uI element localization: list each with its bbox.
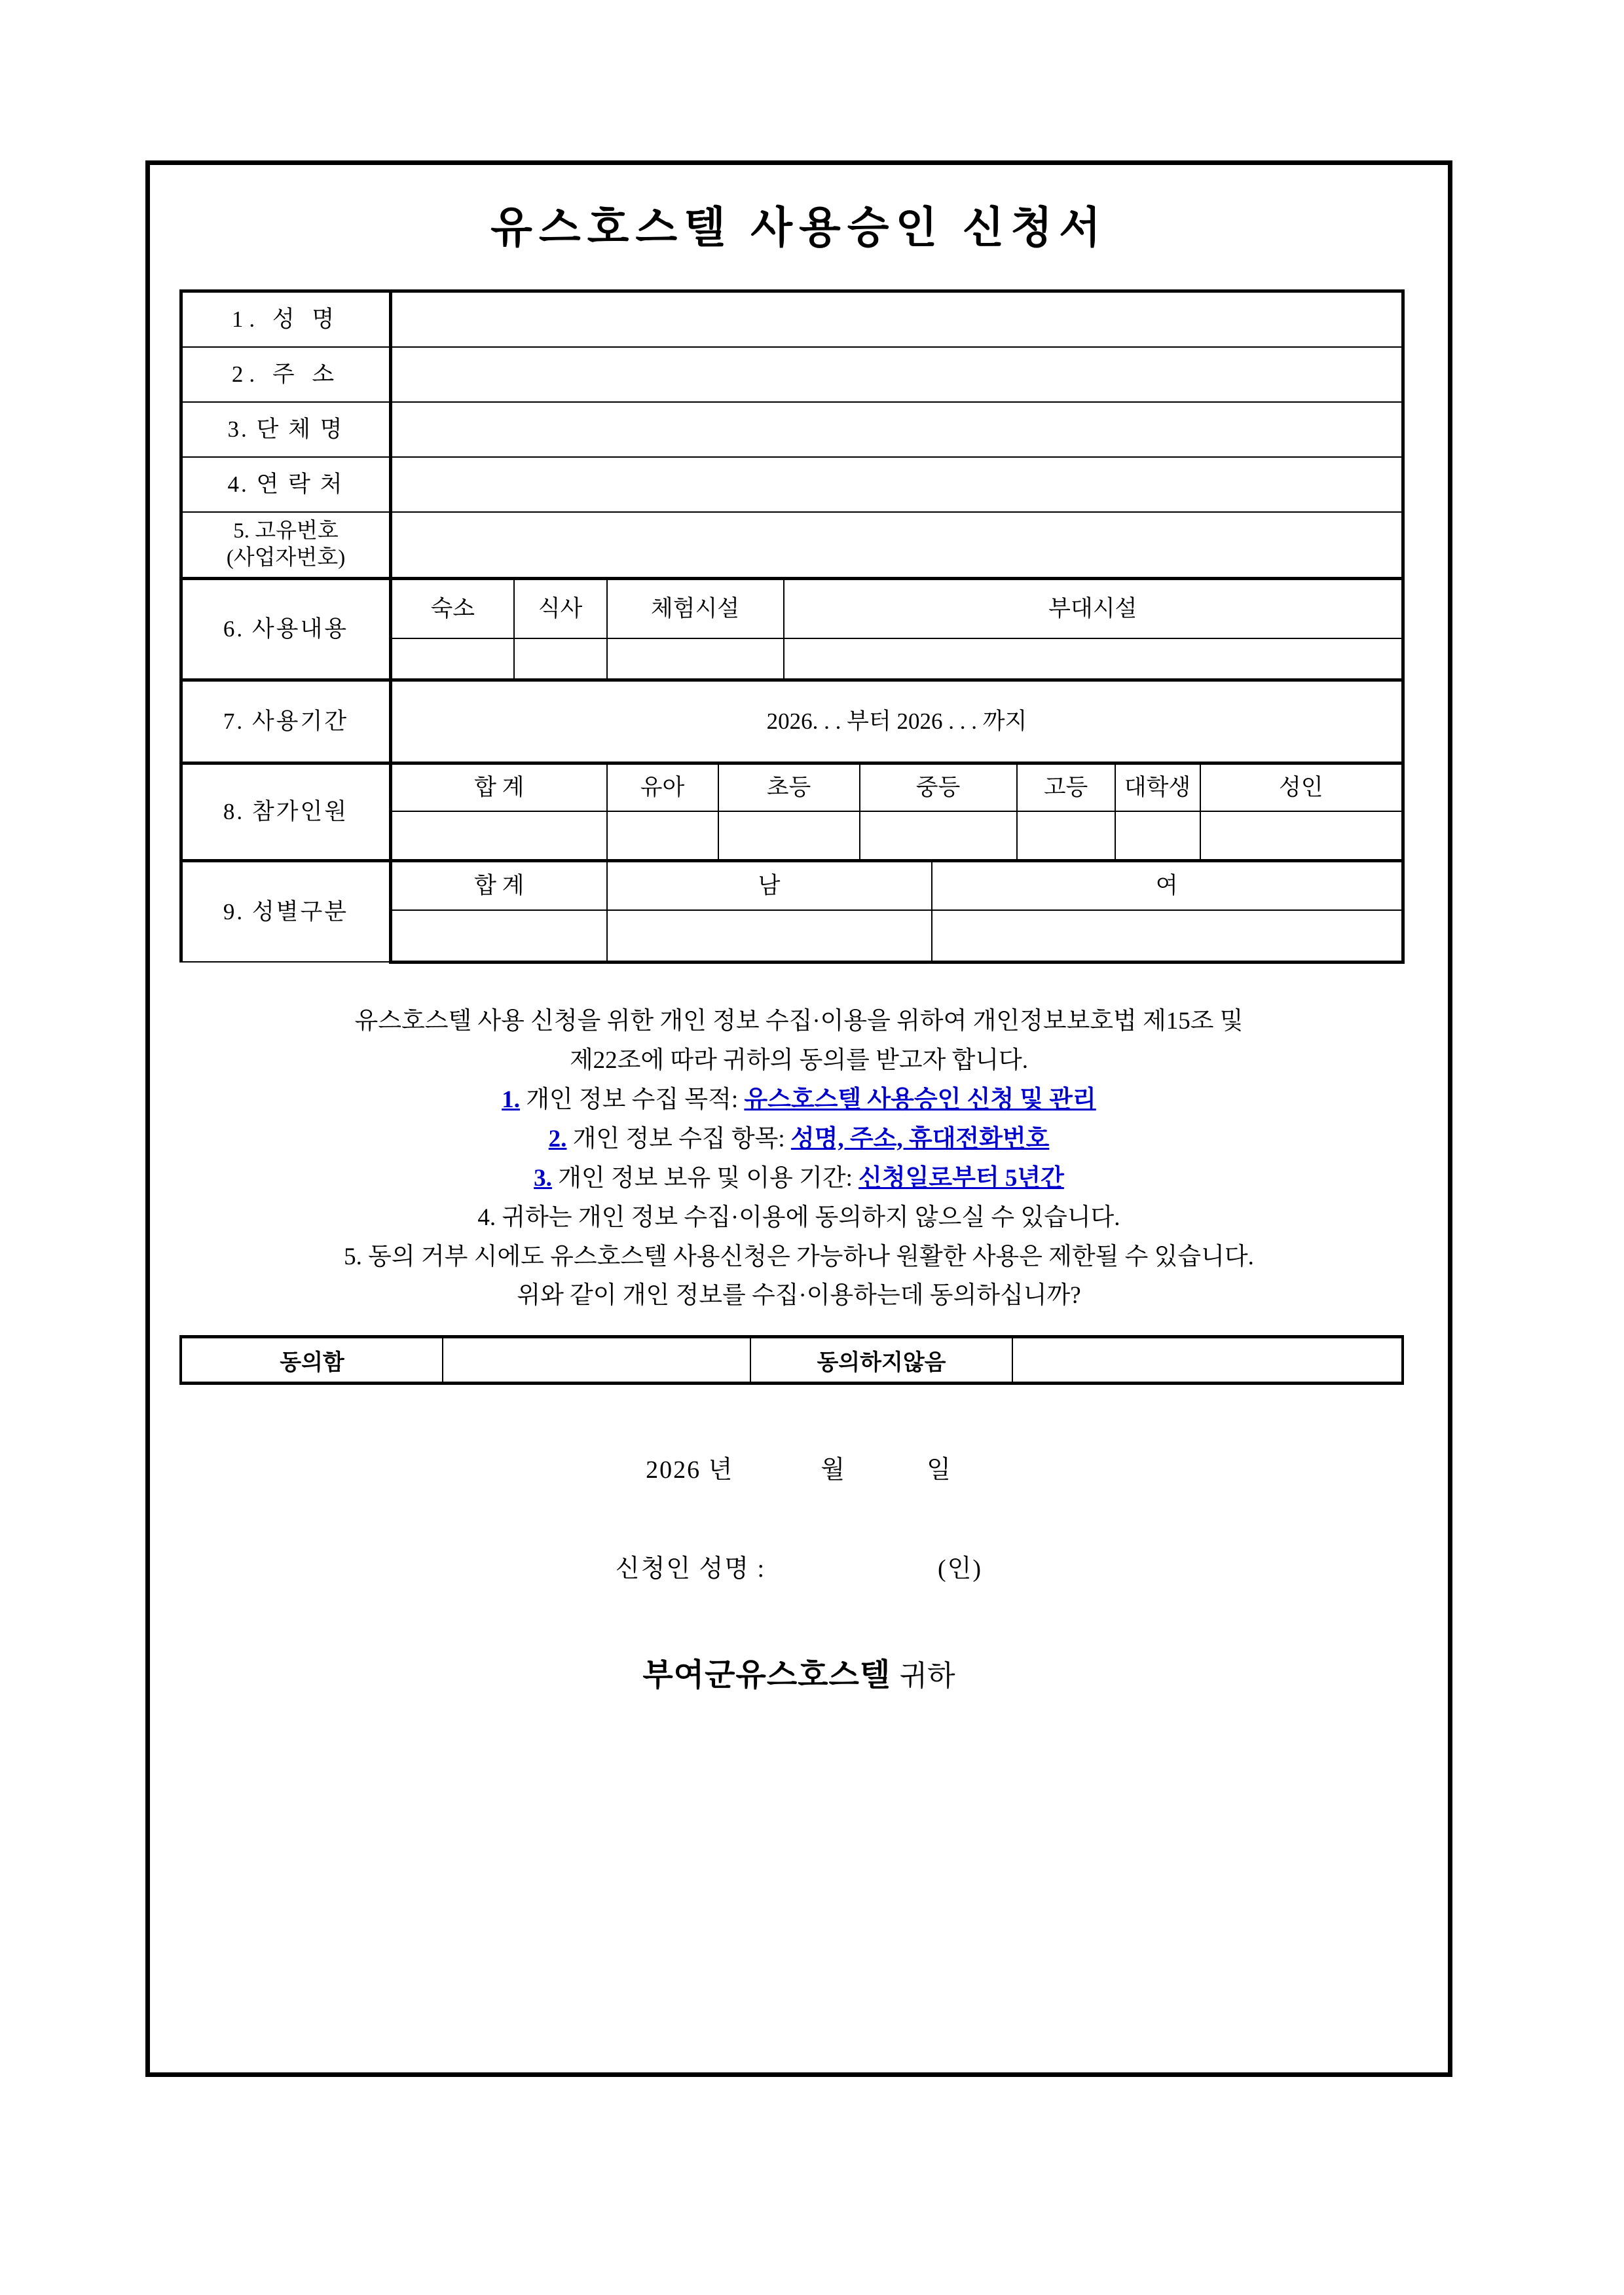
page-title: 유스호스텔 사용승인 신청서 (490, 203, 1107, 251)
participants-value-total[interactable] (391, 811, 607, 861)
usage-col-experience: 체험시설 (607, 578, 784, 638)
input-cell-address[interactable] (391, 347, 1403, 402)
applicant-name-label: 신청인 성명 : (615, 1555, 766, 1583)
row-label-period: 7. 사용기간 (181, 680, 391, 763)
table-row-name (181, 291, 1403, 347)
consent-intro-line1: 유스호스텔 사용 신청을 위한 개인 정보 수집·이용을 위하여 개인정보보호법 제15조 및 (354, 1007, 1244, 1035)
table-row-address (181, 347, 1403, 402)
consent-item-4: 4. 귀하는 개인 정보 수집·이용에 동의하지 않으실 수 있습니다. (477, 1203, 1120, 1231)
row-label-usage: 6. 사용내용 (181, 578, 391, 680)
input-cell-business-number[interactable] (391, 512, 1403, 579)
input-cell-contact[interactable] (391, 457, 1403, 512)
usage-value-facility[interactable] (784, 638, 1403, 680)
participants-col-adult: 성인 (1200, 763, 1403, 811)
row-label-address: 2. 주 소 (181, 347, 391, 402)
consent-item-3 (179, 1159, 1418, 1198)
participants-value-high[interactable] (1017, 811, 1115, 861)
table-row-contact (181, 457, 1403, 512)
input-cell-name[interactable] (391, 291, 1403, 347)
row-label-participants: 8. 참가인원 (181, 763, 391, 860)
organization-suffix: 귀하 (899, 1660, 955, 1693)
gender-col-female: 여 (932, 860, 1403, 910)
date-year[interactable]: 2026 (646, 1456, 701, 1484)
consent-choice-table (179, 1335, 1404, 1385)
usage-col-facility: 부대시설 (784, 578, 1403, 638)
consent-intro-line2: 제22조에 따라 귀하의 동의를 받고자 합니다. (569, 1046, 1029, 1074)
application-form-table (179, 289, 1405, 964)
row-label-group-name: 3. 단 체 명 (181, 402, 391, 457)
participants-col-university: 대학생 (1115, 763, 1200, 811)
date-line (179, 1449, 1418, 1485)
applicant-signature-line (179, 1548, 1418, 1584)
participants-col-elementary: 초등 (718, 763, 860, 811)
row-label-contact: 4. 연 락 처 (181, 457, 391, 512)
disagree-label: 동의하지않음 (750, 1337, 1012, 1384)
document-frame (145, 160, 1452, 2077)
table-row-gender-header (181, 860, 1403, 910)
organization-name: 부여군유스호스텔 (642, 1658, 891, 1693)
participants-value-middle[interactable] (860, 811, 1017, 861)
gender-col-total: 합 계 (391, 860, 607, 910)
agree-checkbox-cell[interactable] (443, 1337, 750, 1384)
table-row-usage-header (181, 578, 1403, 638)
consent-item-1-number: 1. (502, 1086, 520, 1113)
consent-item-1 (179, 1080, 1418, 1120)
agree-label: 동의함 (181, 1337, 443, 1384)
consent-item-2-value: 성명, 주소, 휴대전화번호 (790, 1125, 1050, 1152)
participants-col-total: 합 계 (391, 763, 607, 811)
consent-item-3-label: 개인 정보 보유 및 이용 기간: (558, 1164, 853, 1192)
usage-value-experience[interactable] (607, 638, 784, 680)
table-row-group-name (181, 402, 1403, 457)
participants-value-infant[interactable] (607, 811, 718, 861)
consent-item-2 (179, 1120, 1418, 1159)
consent-choice-row (181, 1337, 1403, 1384)
period-value[interactable]: 2026. . . 부터 2026 . . . 까지 (391, 680, 1403, 763)
date-year-unit: 년 (708, 1456, 734, 1484)
row-label-gender: 9. 성별구분 (181, 860, 391, 962)
consent-item-1-value: 유스호스텔 사용승인 신청 및 관리 (744, 1086, 1096, 1113)
participants-value-adult[interactable] (1200, 811, 1403, 861)
input-cell-group-name[interactable] (391, 402, 1403, 457)
disagree-checkbox-cell[interactable] (1012, 1337, 1403, 1384)
gender-col-male: 남 (607, 860, 932, 910)
participants-value-university[interactable] (1115, 811, 1200, 861)
consent-question: 위와 같이 개인 정보를 수집·이용하는데 동의하십니까? (517, 1282, 1081, 1310)
table-row-business-number (181, 512, 1403, 579)
usage-value-meal[interactable] (514, 638, 607, 680)
consent-item-3-value: 신청일로부터 5년간 (858, 1164, 1064, 1192)
date-month-unit: 월 (821, 1456, 847, 1484)
row-label-business-number: 5. 고유번호 (사업자번호) (181, 512, 391, 579)
privacy-consent-block (179, 1002, 1418, 1316)
addressee-line (179, 1649, 1418, 1695)
gender-value-female[interactable] (932, 910, 1403, 963)
participants-col-infant: 유아 (607, 763, 718, 811)
consent-item-3-number: 3. (534, 1164, 552, 1192)
table-row-period (181, 680, 1403, 763)
row-label-name: 1. 성 명 (181, 291, 391, 347)
consent-item-2-label: 개인 정보 수집 항목: (572, 1125, 785, 1152)
consent-item-5: 5. 동의 거부 시에도 유스호스텔 사용신청은 가능하나 원활한 사용은 제한될 수 있습니다. (344, 1243, 1254, 1270)
participants-value-elementary[interactable] (718, 811, 860, 861)
gender-value-total[interactable] (391, 910, 607, 963)
usage-value-lodging[interactable] (391, 638, 514, 680)
table-row-participants-header (181, 763, 1403, 811)
date-day-unit: 일 (927, 1456, 952, 1484)
usage-col-meal: 식사 (514, 578, 607, 638)
participants-col-middle: 중등 (860, 763, 1017, 811)
seal-mark: (인) (938, 1555, 983, 1583)
gender-value-male[interactable] (607, 910, 932, 963)
usage-col-lodging: 숙소 (391, 578, 514, 638)
consent-item-2-number: 2. (548, 1125, 567, 1152)
consent-item-1-label: 개인 정보 수집 목적: (526, 1086, 739, 1113)
participants-col-high: 고등 (1017, 763, 1115, 811)
